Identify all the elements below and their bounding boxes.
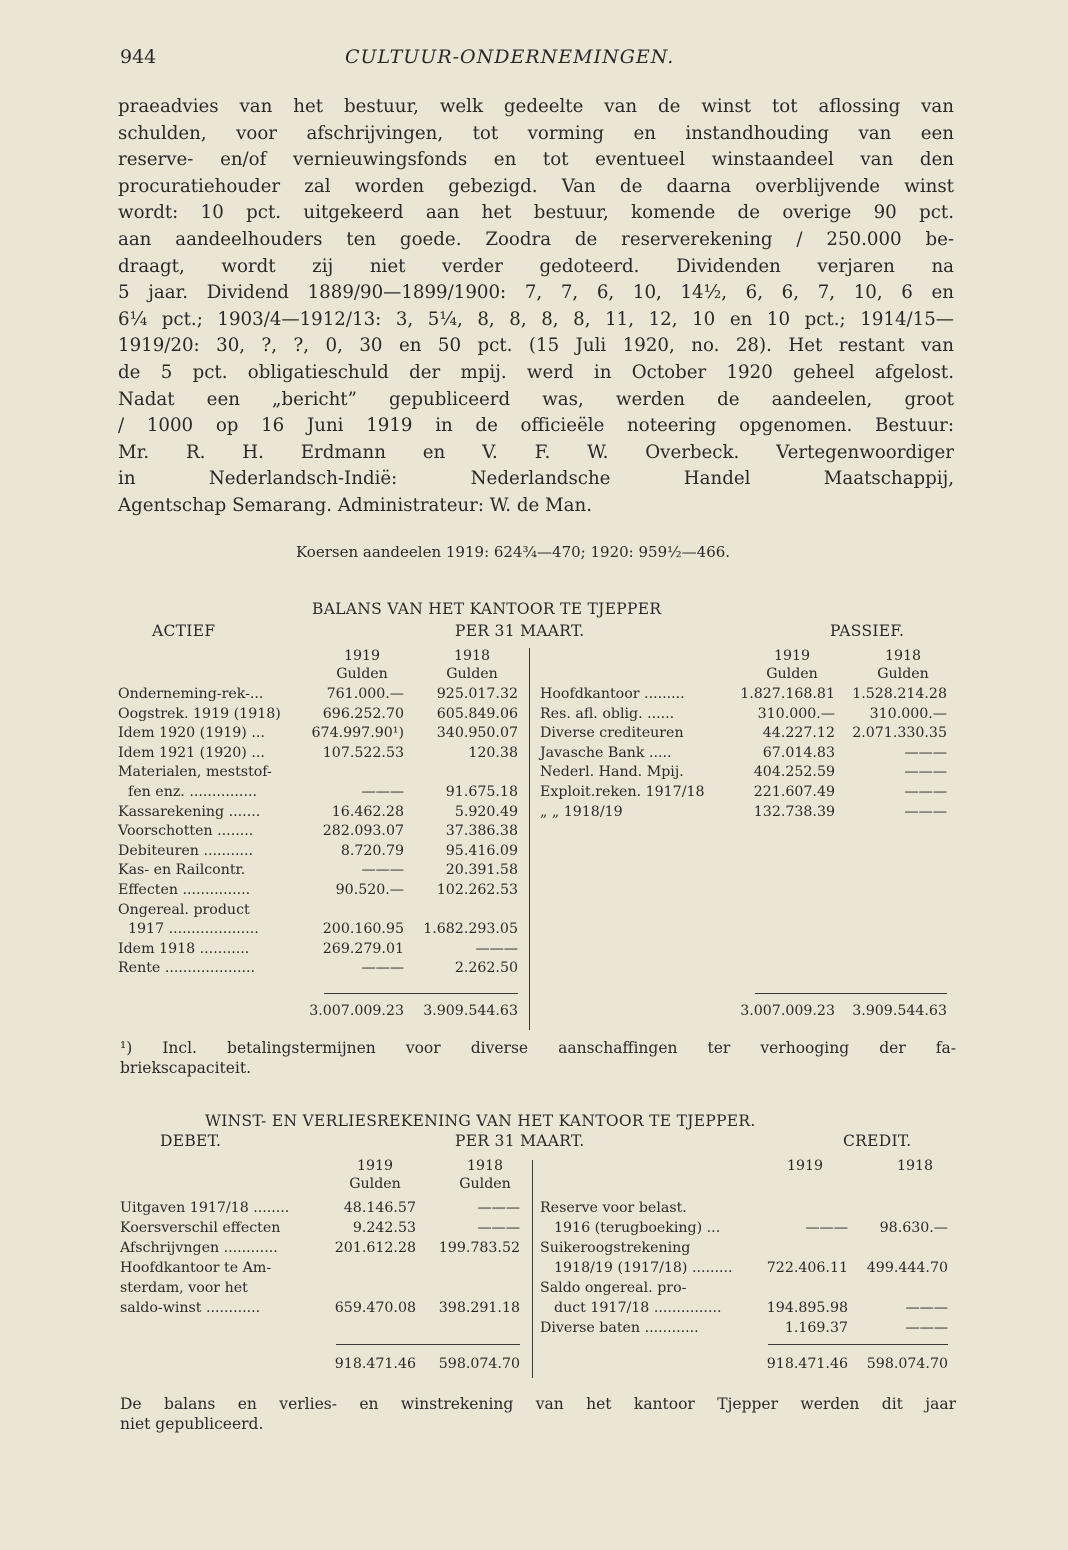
closing-note-line: De balans en verlies- en winstrekening van het kantoor Tjepper werden dit jaar: [120, 1395, 956, 1413]
balans-row-value: 2.071.330.35: [852, 725, 947, 742]
share-prices: Koersen aandeelen 1919: 624¾—470; 1920: 959½—466.: [296, 543, 731, 561]
balans-row-label: Exploit.reken. 1917/18: [540, 784, 705, 800]
balans-row-value: 120.38: [468, 744, 518, 761]
balans-row-value: 20.391.58: [445, 862, 518, 879]
balans-row-label: Rente ....................: [118, 960, 256, 977]
paragraph-line: wordt: 10 pct. uitgekeerd aan het bestuur, komende de overige 90 pct.: [118, 202, 954, 224]
paragraph-line: Agentschap Semarang. Administrateur: W. de Man.: [118, 494, 592, 516]
balans-row-value: 16.462.28: [331, 803, 404, 820]
page-number: 944: [120, 46, 157, 68]
balans-row-label: Oogstrek. 1919 (1918): [118, 705, 281, 722]
winst-row-label: 1916 (terugboeking) ...: [554, 1220, 721, 1236]
balans-row-value: ———: [361, 960, 404, 977]
balans-row-value: 221.607.49: [753, 784, 835, 800]
balance-passief-heading: PASSIEF.: [830, 622, 905, 640]
pl-subtitle: PER 31 MAART.: [455, 1132, 585, 1150]
balans-row-label: Idem 1918 ...........: [118, 940, 250, 957]
balans-total-value: 3.909.544.63: [852, 1003, 947, 1019]
balans-row-value: ———: [904, 784, 947, 800]
balans-row-label: Res. afl. oblig. ......: [540, 705, 675, 722]
paragraph-line: praeadvies van het bestuur, welk gedeelte van de winst tot aflossing van: [118, 96, 954, 117]
balans-row-value: 1.827.168.81: [740, 686, 835, 702]
balans-row-value: 8.720.79: [340, 842, 404, 859]
winst-total-value: 598.074.70: [866, 1356, 948, 1372]
balans-total-value: 3.007.009.23: [309, 1003, 404, 1019]
balans-row-label: Debiteuren ...........: [118, 842, 254, 859]
winst-row-label: Suikeroogstrekening: [540, 1240, 691, 1256]
paragraph-line: procuratiehouder zal worden gebezigd. Van de daarna overblijvende winst: [118, 175, 954, 197]
balans-row-value: 44.227.12: [762, 725, 835, 742]
balans-row-value: 67.014.83: [762, 744, 835, 761]
winst-row-label: duct 1917/18 ...............: [554, 1300, 722, 1316]
winst-year-header: 1918: [466, 1158, 504, 1174]
winst-row-label: Saldo ongereal. pro-: [540, 1280, 687, 1296]
balance-subtitle: PER 31 MAART.: [455, 622, 585, 640]
balans-row-value: 925.017.32: [436, 686, 518, 702]
winst-row-value: 398.291.18: [438, 1300, 520, 1316]
balans-row-value: ———: [904, 803, 947, 820]
winst-row-value: 194.895.98: [766, 1300, 848, 1316]
balans-row-label: Hoofdkantoor .........: [540, 686, 685, 702]
balans-row-label: Idem 1921 (1920) ...: [118, 744, 265, 761]
balans-row-value: 282.093.07: [322, 823, 404, 840]
balans-row-label: Kassarekening .......: [118, 803, 261, 820]
balans-row-value: 90.520.—: [335, 882, 404, 898]
pl-debet-heading: DEBET.: [160, 1132, 222, 1150]
balans-row-label: Onderneming-rek-...: [118, 686, 264, 702]
balans-row-label: Effecten ...............: [118, 882, 251, 898]
balans-row-value: 340.950.07: [436, 725, 518, 742]
winst-row-label: Diverse baten ............: [540, 1320, 699, 1336]
winst-row-label: Reserve voor belast.: [540, 1200, 687, 1216]
balans-unit-header: Gulden: [766, 666, 818, 682]
balans-row-label: Diverse crediteuren: [540, 725, 684, 742]
winst-row-value: ———: [477, 1200, 520, 1216]
winst-row-label: Koersverschil effecten: [120, 1220, 281, 1236]
winst-row-value: 98.630.—: [879, 1220, 948, 1236]
running-title: CULTUUR-ONDERNEMINGEN.: [345, 46, 675, 68]
balans-unit-header: Gulden: [336, 666, 388, 682]
winst-row-label: Hoofdkantoor te Am-: [120, 1260, 272, 1276]
balans-row-value: 95.416.09: [445, 842, 518, 859]
winst-year-header: 1918: [896, 1158, 934, 1174]
winst-unit-header: Gulden: [349, 1176, 401, 1192]
closing-note-line: niet gepubliceerd.: [120, 1415, 264, 1433]
winst-row-value: 722.406.11: [766, 1260, 848, 1276]
balans-year-header: 1919: [343, 648, 381, 664]
winst-total-value: 918.471.46: [766, 1356, 848, 1372]
paragraph-line: de 5 pct. obligatieschuld der mpij. werd in October 1920 geheel afgelost.: [118, 361, 954, 383]
winst-row-value: ———: [805, 1220, 848, 1236]
winst-total-rule: [768, 1344, 948, 1345]
balance-title: BALANS VAN HET KANTOOR TE TJEPPER: [312, 600, 662, 618]
balans-row-value: 5.920.49: [454, 803, 518, 820]
balans-row-value: 107.522.53: [322, 744, 404, 761]
footnote: [120, 1038, 956, 1078]
balans-row-value: 310.000.—: [757, 705, 835, 722]
winst-year-header: 1919: [786, 1158, 824, 1174]
balans-row-value: ———: [904, 744, 947, 761]
balans-row-label: „ „ 1918/19: [540, 803, 623, 820]
footnote-line: briekscapaciteit.: [120, 1059, 252, 1077]
balans-row-label: Ongereal. product: [118, 901, 250, 918]
winst-unit-header: Gulden: [459, 1176, 511, 1192]
winst-row-value: 199.783.52: [438, 1240, 520, 1256]
balans-year-header: 1919: [773, 648, 811, 664]
paragraph-line: aan aandeelhouders ten goede. Zoodra de reserverekening / 250.000 be-: [118, 228, 954, 250]
balans-row-value: 696.252.70: [322, 705, 404, 722]
balans-row-value: 1.528.214.28: [852, 686, 947, 702]
paragraph-line: Nadat een „bericht” gepubliceerd was, werden de aandeelen, groot: [118, 388, 954, 410]
balans-row-value: ———: [904, 764, 947, 781]
balans-row-value: ———: [361, 784, 404, 800]
balans-total-value: 3.007.009.23: [740, 1003, 835, 1019]
balans-column-divider: [529, 648, 530, 1030]
balans-row-label: Nederl. Hand. Mpij.: [540, 764, 684, 781]
paragraph-line: in Nederlandsch-Indië: Nederlandsche Handel Maatschappij,: [118, 468, 954, 490]
winst-row-label: Afschrijvngen ............: [120, 1240, 278, 1256]
paragraph-line: draagt, wordt zij niet verder gedoteerd. Dividenden verjaren na: [118, 255, 954, 277]
balans-row-value: ———: [361, 862, 404, 879]
balans-row-value: 102.262.53: [436, 882, 518, 898]
balans-unit-header: Gulden: [446, 666, 498, 682]
balans-row-value: 310.000.—: [869, 705, 947, 722]
balans-row-label: Kas- en Railcontr.: [118, 862, 246, 879]
balans-total-rule: [755, 993, 947, 994]
balans-row-value: 91.675.18: [445, 784, 518, 800]
balans-row-value: 605.849.06: [436, 705, 518, 722]
paragraph-line: schulden, voor afschrijvingen, tot vorming en instandhouding van een: [118, 122, 954, 144]
balance-actief-heading: ACTIEF: [152, 622, 216, 640]
balans-row-value: 200.160.95: [322, 921, 404, 938]
balans-year-header: 1918: [884, 648, 922, 664]
balans-row-value: 269.279.01: [322, 940, 404, 957]
balans-row-value: 1.682.293.05: [423, 921, 518, 938]
winst-row-value: ———: [477, 1220, 520, 1236]
winst-total-value: 918.471.46: [334, 1356, 416, 1372]
balans-total-value: 3.909.544.63: [423, 1003, 518, 1019]
winst-row-value: 1.169.37: [784, 1320, 848, 1336]
winst-row-label: saldo-winst ............: [120, 1300, 261, 1316]
winst-column-divider: [532, 1160, 533, 1378]
page-header: [120, 46, 950, 76]
balans-unit-header: Gulden: [877, 666, 929, 682]
paragraph-line: 6¼ pct.; 1903/4—1912/13: 3, 5¼, 8, 8, 8, 8, 11, 12, 10 en 10 pct.; 1914/15—: [118, 308, 954, 330]
winst-row-label: Uitgaven 1917/18 ........: [120, 1200, 290, 1216]
winst-row-label: sterdam, voor het: [120, 1280, 248, 1296]
balans-row-label: fen enz. ...............: [128, 784, 257, 800]
pl-credit-heading: CREDIT.: [843, 1132, 912, 1150]
balans-row-value: ———: [475, 940, 518, 957]
winst-row-value: 9.242.53: [352, 1220, 416, 1236]
closing-note: [120, 1394, 956, 1434]
balans-row-value: 761.000.—: [326, 686, 404, 702]
balans-row-label: Voorschotten ........: [118, 823, 254, 840]
paragraph-line: 5 jaar. Dividend 1889/90—1899/1900: 7, 7, 6, 10, 14½, 6, 6, 7, 10, 6 en: [118, 282, 954, 304]
winst-row-value: 48.146.57: [343, 1200, 416, 1216]
footnote-line: ¹) Incl. betalingstermijnen voor diverse aanschaffingen ter verhooging der fa-: [120, 1039, 956, 1057]
balans-row-value: 132.738.39: [753, 803, 835, 820]
paragraph-line: 1919/20: 30, ?, ?, 0, 30 en 50 pct. (15 Juli 1920, no. 28). Het restant van: [118, 335, 954, 357]
balans-row-value: 37.386.38: [445, 823, 518, 840]
paragraph-line: Mr. R. H. Erdmann en V. F. W. Overbeck. Vertegenwoordiger: [118, 441, 954, 463]
winst-row-value: ———: [905, 1300, 948, 1316]
winst-row-value: 499.444.70: [866, 1260, 948, 1276]
balans-row-label: Materialen, meststof-: [118, 764, 272, 781]
winst-total-value: 598.074.70: [438, 1356, 520, 1372]
winst-row-value: ———: [905, 1320, 948, 1336]
pl-title: WINST- EN VERLIESREKENING VAN HET KANTOOR TE TJEPPER.: [205, 1112, 756, 1130]
paragraph-line: / 1000 op 16 Juni 1919 in de officieële noteering opgenomen. Bestuur:: [118, 415, 954, 437]
balans-row-label: 1917 ....................: [128, 921, 259, 938]
balans-row-label: Javasche Bank .....: [540, 744, 672, 761]
winst-row-label: 1918/19 (1917/18) .........: [554, 1260, 733, 1276]
balans-row-value: 2.262.50: [454, 960, 518, 977]
balans-row-value: 674.997.90¹): [311, 725, 404, 742]
body-paragraph: [118, 94, 954, 520]
winst-row-value: 201.612.28: [334, 1240, 416, 1256]
winst-row-value: 659.470.08: [334, 1300, 416, 1316]
balans-row-value: 404.252.59: [753, 764, 835, 781]
paragraph-line: reserve- en/of vernieuwingsfonds en tot eventueel winstaandeel van den: [118, 149, 954, 171]
balans-row-label: Idem 1920 (1919) ...: [118, 725, 265, 742]
winst-total-rule: [336, 1344, 520, 1345]
winst-year-header: 1919: [356, 1158, 394, 1174]
balans-total-rule: [324, 993, 518, 994]
balans-year-header: 1918: [453, 648, 491, 664]
